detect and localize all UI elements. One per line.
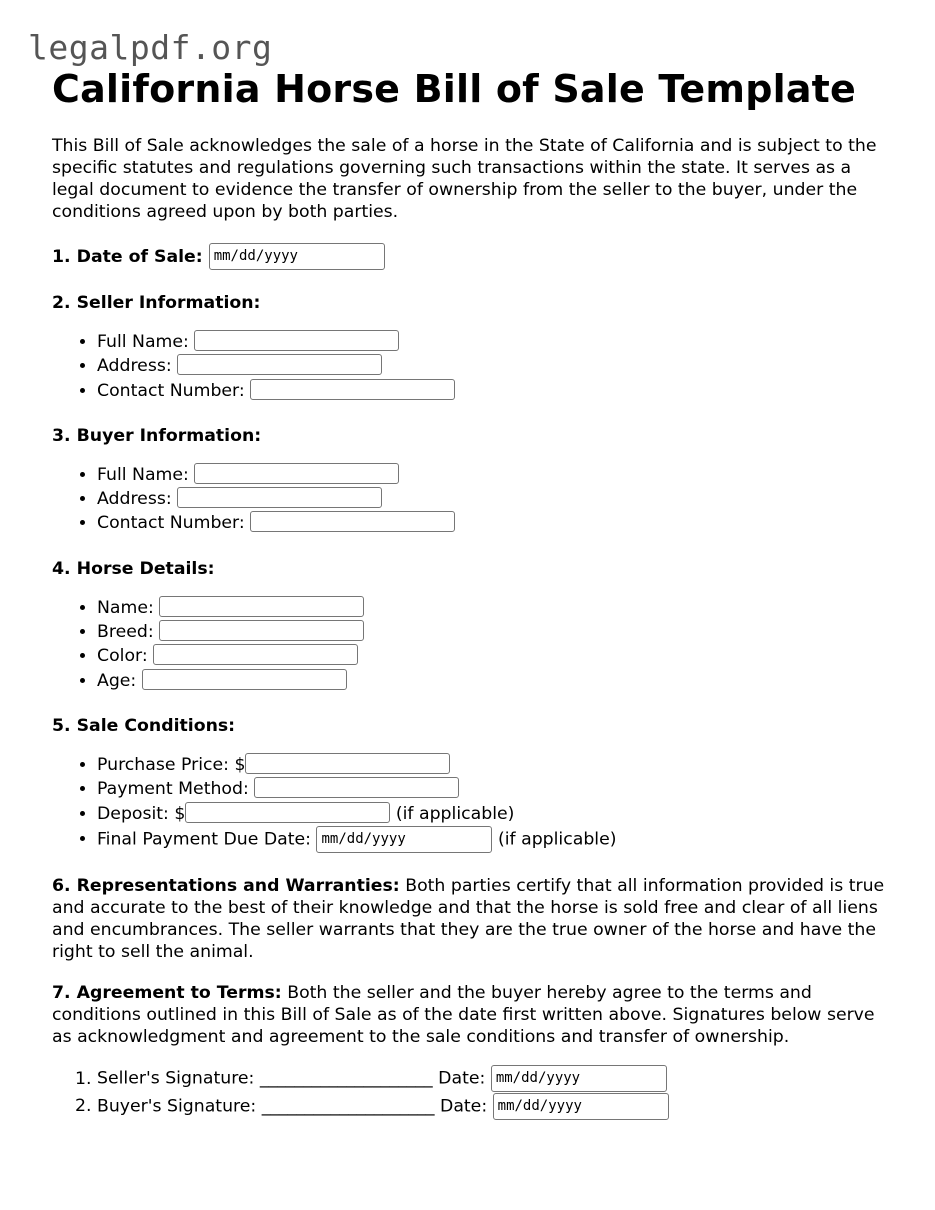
seller-name-label: Full Name: <box>97 332 189 352</box>
warranties-heading: 6. Representations and Warranties: <box>52 876 400 897</box>
list-item <box>97 511 892 535</box>
seller-info-list <box>52 330 892 403</box>
warranties-paragraph <box>52 875 892 963</box>
horse-name-input[interactable] <box>159 596 364 617</box>
seller-name-input[interactable] <box>194 330 399 351</box>
buyer-signature-label: Buyer's Signature: ____________________ Date: <box>97 1096 488 1117</box>
horse-details-heading: 4. Horse Details: <box>52 558 215 579</box>
list-item <box>97 330 892 354</box>
list-item <box>97 487 892 511</box>
list-item <box>97 826 892 854</box>
watermark: legalpdf.org <box>28 28 273 67</box>
horse-color-input[interactable] <box>153 644 358 665</box>
buyer-info-list <box>52 463 892 536</box>
seller-signature-date-input[interactable]: mm/dd/yyyy <box>491 1065 667 1092</box>
deposit-note: (if applicable) <box>395 803 515 824</box>
seller-signature-label: Seller's Signature: ____________________ Date: <box>97 1068 486 1089</box>
warranties-text: Both parties certify that all information provided is true and accurate to the best of their knowledge and that the horse is sold free and clear of all liens and encumbrances. The seller warrants that they are the true owner of the horse and have the right to sell the animal. <box>52 876 885 963</box>
date-of-sale-input[interactable]: mm/dd/yyyy <box>209 243 385 270</box>
buyer-name-input[interactable] <box>194 463 399 484</box>
agreement-text: Both the seller and the buyer hereby agree to the terms and conditions outlined in this Bill of Sale as of the date first written above. Signatures below serve as acknowledgment and agreement to the sale conditions and transfer of ownership. <box>52 983 875 1048</box>
date-of-sale-row <box>52 243 892 270</box>
purchase-price-input[interactable] <box>245 753 450 774</box>
list-item <box>97 620 892 644</box>
seller-info-heading: 2. Seller Information: <box>52 293 261 313</box>
intro-paragraph: This Bill of Sale acknowledges the sale of a horse in the State of California and is subject to the specific statutes and regulations governing such transactions within the state. It serves as a legal document to evidence the transfer of ownership from the seller to the buyer, under the conditions agreed upon by both parties. <box>52 136 877 222</box>
signatures-list <box>52 1065 892 1120</box>
seller-address-input[interactable] <box>177 354 382 375</box>
purchase-price-label: Purchase Price: $ <box>97 754 246 775</box>
final-payment-date-input[interactable]: mm/dd/yyyy <box>316 826 492 853</box>
deposit-input[interactable] <box>185 802 390 823</box>
agreement-heading: 7. Agreement to Terms: <box>52 983 282 1004</box>
buyer-name-label: Full Name: <box>97 464 189 485</box>
buyer-contact-label: Contact Number: <box>97 513 245 534</box>
payment-method-label: Payment Method: <box>97 779 249 800</box>
date-of-sale-label: 1. Date of Sale: <box>52 246 203 267</box>
sale-conditions-heading: 5. Sale Conditions: <box>52 715 236 736</box>
horse-color-label: Color: <box>97 646 148 667</box>
list-item <box>97 644 892 668</box>
list-item <box>97 802 892 826</box>
seller-contact-input[interactable] <box>250 379 455 400</box>
horse-details-list <box>52 596 892 693</box>
buyer-contact-input[interactable] <box>250 511 455 532</box>
horse-breed-label: Breed: <box>97 622 154 643</box>
seller-contact-label: Contact Number: <box>97 380 245 401</box>
agreement-paragraph <box>52 982 892 1048</box>
buyer-signature-date-input[interactable]: mm/dd/yyyy <box>493 1093 669 1120</box>
list-item <box>97 753 892 777</box>
horse-age-label: Age: <box>97 670 137 691</box>
horse-name-label: Name: <box>97 597 154 618</box>
list-item <box>97 777 892 801</box>
page-title: California Horse Bill of Sale Template <box>52 67 857 111</box>
payment-method-input[interactable] <box>254 777 459 798</box>
list-item <box>97 463 892 487</box>
document-body <box>52 66 892 1120</box>
final-payment-note: (if applicable) <box>497 829 617 850</box>
list-item <box>97 1093 892 1121</box>
buyer-address-input[interactable] <box>177 487 382 508</box>
seller-address-label: Address: <box>97 356 172 377</box>
final-payment-label: Final Payment Due Date: <box>97 829 311 850</box>
buyer-address-label: Address: <box>97 489 172 510</box>
list-item <box>97 596 892 620</box>
deposit-label: Deposit: $ <box>97 803 186 824</box>
horse-age-input[interactable] <box>142 669 347 690</box>
list-item <box>97 354 892 378</box>
list-item <box>97 1065 892 1093</box>
horse-breed-input[interactable] <box>159 620 364 641</box>
list-item <box>97 379 892 403</box>
buyer-info-heading: 3. Buyer Information: <box>52 425 262 446</box>
list-item <box>97 669 892 693</box>
sale-conditions-list <box>52 753 892 853</box>
